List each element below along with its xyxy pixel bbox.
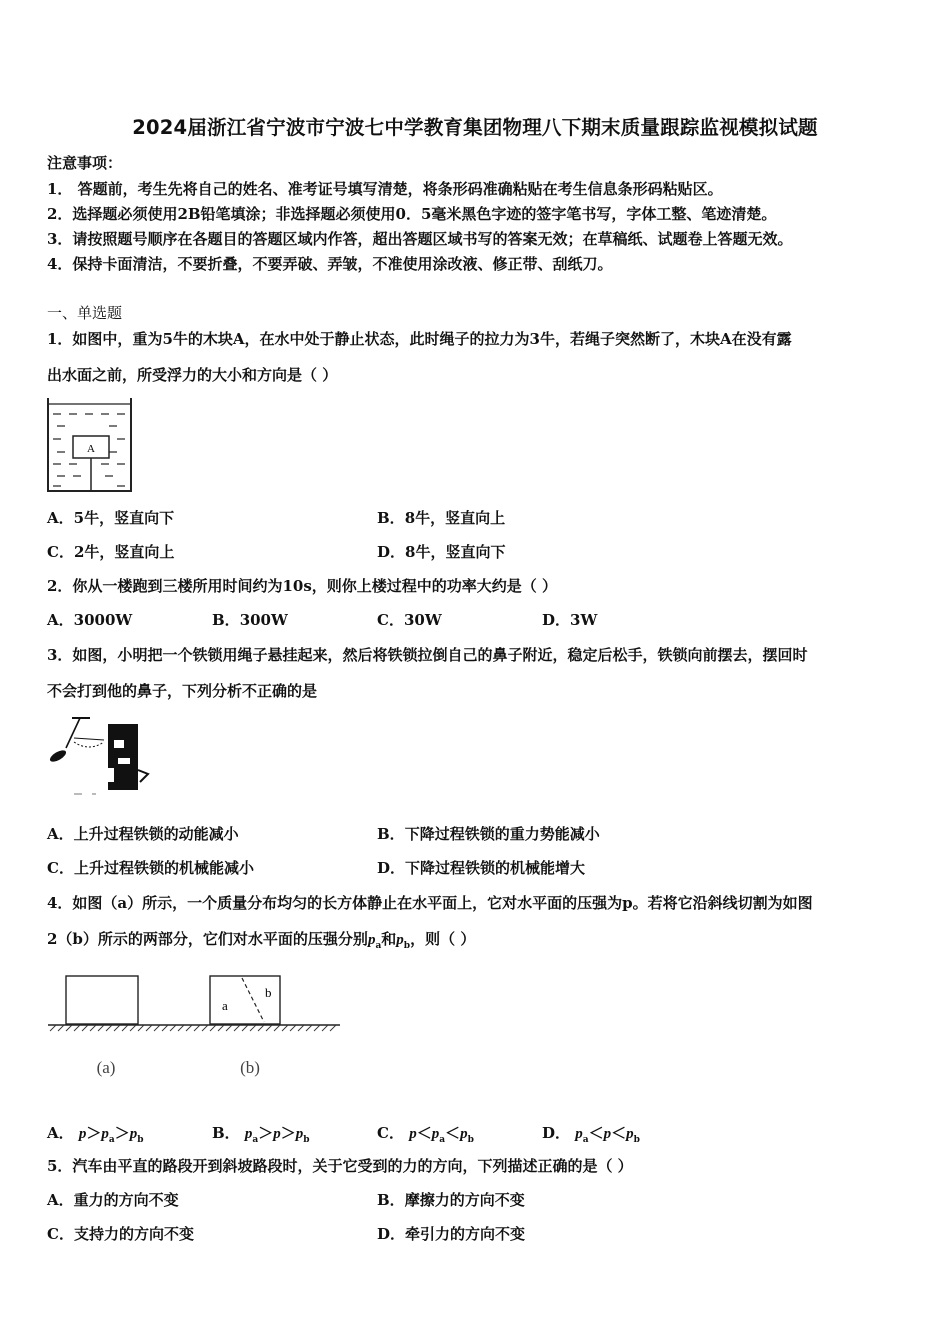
question-2-line1: 2．你从一楼跑到三楼所用时间约为10s，则你上楼过程中的功率大约是（ ）	[47, 577, 557, 595]
notice-item: 3．请按照题号顺序在各题目的答题区域内作答，超出答题区域书写的答案无效；在草稿纸、试题卷上答题无效。	[47, 230, 793, 248]
q2-option-c[interactable]: C．30W	[377, 611, 442, 629]
q1-option-c[interactable]: C．2牛，竖直向上	[47, 543, 175, 561]
notice-item: 1． 答题前，考生先将自己的姓名、准考证号填写清楚，将条形码准确粘贴在考生信息条形码粘贴区。	[47, 180, 723, 198]
section-heading: 一、单选题	[47, 304, 123, 322]
fig-b-caption: (b)	[240, 1058, 260, 1077]
q4-option-a[interactable]: A． $p>p_a>p_b$	[47, 1124, 144, 1145]
notice-item: 2．选择题必须使用2B铅笔填涂；非选择题必须使用0．5毫米黑色字迹的签字笔书写，字体工整、笔迹清楚。	[47, 205, 777, 223]
question-4-line2: 2（b）所示的两部分，它们对水平面的压强分别$p_a$和$p_b$，则（ ）	[47, 930, 476, 951]
fig-a-caption: (a)	[96, 1058, 116, 1077]
q4-option-d[interactable]: D． $p_a<p<p_b$	[542, 1124, 640, 1145]
q5-option-c[interactable]: C．支持力的方向不变	[47, 1225, 194, 1243]
q1-beaker-figure	[45, 396, 135, 494]
q4-option-c[interactable]: C． $p<p_a<p_b$	[377, 1124, 474, 1145]
q2-option-b[interactable]: B．300W	[212, 611, 288, 629]
q1-option-b[interactable]: B．8牛，竖直向上	[377, 509, 506, 527]
part-b-label: b	[265, 985, 272, 1000]
q5-option-d[interactable]: D．牵引力的方向不变	[377, 1225, 526, 1243]
q3-option-c[interactable]: C．上升过程铁锁的机械能减小	[47, 859, 254, 877]
q2-option-d[interactable]: D．3W	[542, 611, 598, 629]
q3-pendulum-figure	[44, 712, 154, 798]
q4-option-b[interactable]: B． $p_a>p>p_b$	[212, 1124, 310, 1145]
question-1-line1: 1．如图中，重为5牛的木块A，在水中处于静止状态，此时绳子的拉力为3牛，若绳子突然断了，木块A在没有露	[47, 330, 792, 348]
block-a-label: A	[87, 443, 95, 455]
question-1-line2: 出水面之前，所受浮力的大小和方向是（ ）	[47, 366, 338, 384]
q3-option-d[interactable]: D．下降过程铁锁的机械能增大	[377, 859, 586, 877]
question-4-line1: 4．如图（a）所示，一个质量分布均匀的长方体静止在水平面上，它对水平面的压强为p。若将它沿斜线切割为如图	[47, 894, 813, 912]
part-a-label: a	[222, 998, 228, 1013]
q3-option-b[interactable]: B．下降过程铁锁的重力势能减小	[377, 825, 600, 843]
notice-item: 4．保持卡面清洁，不要折叠，不要弄破、弄皱，不准使用涂改液、修正带、刮纸刀。	[47, 255, 613, 273]
q5-option-b[interactable]: B．摩擦力的方向不变	[377, 1191, 525, 1209]
q3-option-a[interactable]: A．上升过程铁锁的动能减小	[47, 825, 239, 843]
page-title: 2024届浙江省宁波市宁波七中学教育集团物理八下期末质量跟踪监视模拟试题	[132, 116, 818, 139]
question-3-line1: 3．如图，小明把一个铁锁用绳子悬挂起来，然后将铁锁拉倒自己的鼻子附近，稳定后松手，铁锁向前摆去，摆回时	[47, 646, 808, 664]
question-5-line1: 5．汽车由平直的路段开到斜坡路段时，关于它受到的力的方向，下列描述正确的是（ ）	[47, 1157, 633, 1175]
q4-blocks-figure	[46, 972, 346, 1084]
q1-option-a[interactable]: A．5牛，竖直向下	[47, 509, 175, 527]
question-3-line2: 不会打到他的鼻子，下列分析不正确的是	[47, 682, 318, 700]
notice-heading: 注意事项：	[47, 154, 123, 172]
q2-option-a[interactable]: A．3000W	[47, 611, 133, 629]
q5-option-a[interactable]: A．重力的方向不变	[47, 1191, 179, 1209]
q1-option-d[interactable]: D．8牛，竖直向下	[377, 543, 506, 561]
